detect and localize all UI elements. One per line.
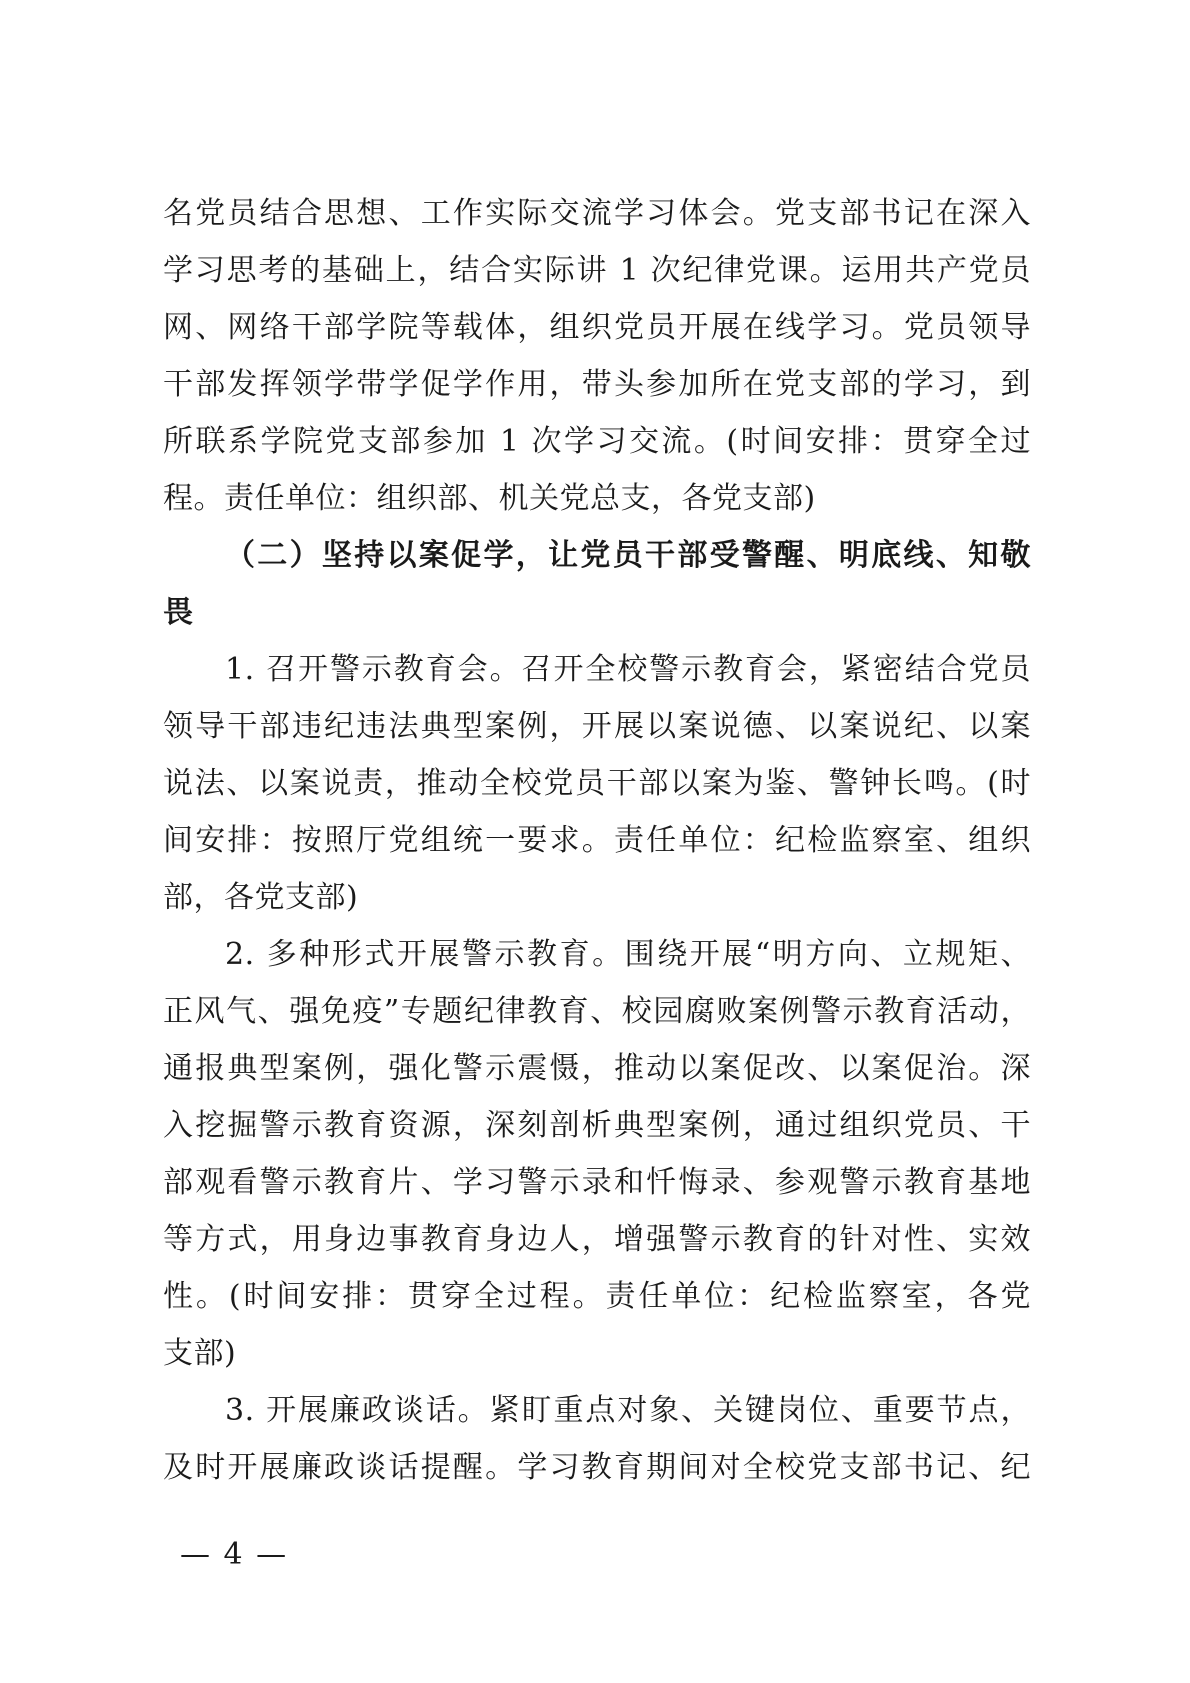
text-line: 通报典型案例，强化警示震慑，推动以案促改、以案促治。深 (163, 1051, 1031, 1086)
text-line: 及时开展廉政谈话提醒。学习教育期间对全校党支部书记、纪 (163, 1450, 1031, 1485)
text-line: 支部) (163, 1336, 237, 1371)
paragraph-1 (163, 185, 1031, 527)
text-line: 部观看警示教育片、学习警示录和忏悔录、参观警示教育基地 (163, 1165, 1031, 1200)
text-line: 程。责任单位：组织部、机关党总支，各党支部) (163, 481, 816, 516)
text-line: 等方式，用身边事教育身边人，增强警示教育的针对性、实效 (163, 1222, 1031, 1257)
text-line: 领导干部违纪违法典型案例，开展以案说德、以案说纪、以案 (163, 709, 1031, 744)
text-line: 干部发挥领学带学促学作用，带头参加所在党支部的学习，到 (163, 367, 1031, 402)
text-line: 1. 召开警示教育会。召开全校警示教育会，紧密结合党员 (225, 652, 1031, 687)
heading-line: 畏 (163, 595, 194, 630)
text-line: 名党员结合思想、工作实际交流学习体会。党支部书记在深入 (163, 196, 1031, 231)
section-heading (163, 527, 1031, 641)
text-line: 入挖掘警示教育资源，深刻剖析典型案例，通过组织党员、干 (163, 1108, 1031, 1143)
text-line: 3. 开展廉政谈话。紧盯重点对象、关键岗位、重要节点， (225, 1393, 1031, 1428)
text-line: 部，各党支部) (163, 880, 359, 915)
text-line: 学习思考的基础上，结合实际讲 1 次纪律党课。运用共产党员 (163, 253, 1031, 288)
text-line: 网、网络干部学院等载体，组织党员开展在线学习。党员领导 (163, 310, 1031, 345)
paragraph-item-2 (163, 926, 1031, 1382)
heading-line: （二）坚持以案促学，让党员干部受警醒、明底线、知敬 (225, 538, 1031, 573)
text-line: 所联系学院党支部参加 1 次学习交流。(时间安排：贯穿全过 (163, 424, 1031, 459)
text-line: 正风气、强免疫”专题纪律教育、校园腐败案例警示教育活动， (163, 994, 1031, 1029)
text-line: 说法、以案说责，推动全校党员干部以案为鉴、警钟长鸣。(时 (163, 766, 1031, 801)
text-line: 性。(时间安排：贯穿全过程。责任单位：纪检监察室，各党 (163, 1279, 1031, 1314)
paragraph-item-1 (163, 641, 1031, 926)
paragraph-item-3 (163, 1382, 1031, 1496)
page-number: — 4 — (180, 1537, 289, 1572)
text-line: 2. 多种形式开展警示教育。围绕开展“明方向、立规矩、 (225, 937, 1031, 972)
text-line: 间安排：按照厅党组统一要求。责任单位：纪检监察室、组织 (163, 823, 1031, 858)
document-body (163, 185, 1031, 1496)
